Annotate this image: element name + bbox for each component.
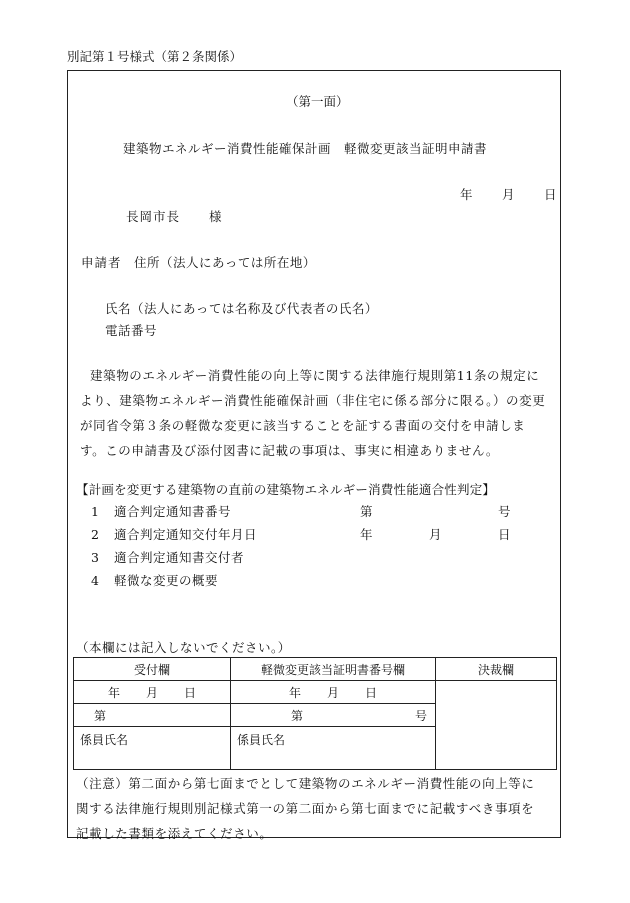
approval-header: 決裁欄	[436, 658, 557, 681]
page-label: （第一面）	[286, 94, 349, 109]
reception-date-cell	[74, 681, 231, 704]
date-year: 年	[288, 685, 301, 700]
item-date-year: 年	[360, 527, 373, 542]
staff-name-label: 係員氏名	[80, 733, 129, 747]
notice-line: 関する法律施行規則別記様式第一の第二面から第七面までに記載すべき事項を	[76, 801, 535, 816]
item-number: 3	[91, 550, 99, 565]
number-prefix: 第	[94, 708, 107, 723]
item-number: 4	[91, 573, 99, 588]
declaration-paragraph	[80, 363, 558, 463]
approval-cell	[436, 681, 557, 770]
applicant-name-label: 氏名（法人にあっては名称及び代表者の氏名）	[105, 301, 378, 316]
declaration-line: 建築物のエネルギー消費性能の向上等に関する法律施行規則第11条の規定に	[90, 368, 540, 383]
form-title: 建築物エネルギー消費性能確保計画 軽微変更該当証明申請書	[123, 141, 488, 156]
addressee: 長岡市長	[126, 209, 181, 224]
date-month: 月	[326, 685, 339, 700]
item-label: 適合判定通知交付年月日	[114, 527, 258, 542]
item-value-suffix: 号	[498, 504, 511, 519]
item-label: 軽微な変更の概要	[114, 573, 219, 588]
office-use-note: （本欄には記入しないでください。）	[76, 640, 291, 655]
reception-staff-cell	[74, 727, 231, 770]
section-heading: 【計画を変更する建築物の直前の建築物エネルギー消費性能適合性判定】	[76, 482, 496, 497]
reception-number-cell	[74, 704, 231, 727]
number-suffix: 号	[414, 708, 427, 723]
item-label: 適合判定通知書交付者	[114, 550, 245, 565]
notice-line: （注意）第二面から第七面までとして建築物のエネルギー消費性能の向上等に	[76, 776, 535, 791]
applicant-phone-label: 電話番号	[105, 323, 158, 338]
declaration-line: が同省令第３条の軽微な変更に該当することを証する書面の交付を申請しま	[80, 418, 526, 433]
item-number: 2	[91, 527, 99, 542]
notice-line: 記載した書類を添えてください。	[76, 826, 273, 841]
certificate-date-cell	[231, 681, 436, 704]
item-value-prefix: 第	[360, 504, 373, 519]
date-month: 月	[145, 685, 158, 700]
certificate-number-header: 軽微変更該当証明書番号欄	[231, 658, 436, 681]
item-number: 1	[91, 504, 99, 519]
form-header: 別記第１号様式（第２条関係）	[67, 49, 243, 64]
date-year: 年	[107, 685, 120, 700]
table-row	[74, 658, 557, 681]
declaration-line: より、建築物エネルギー消費性能確保計画（非住宅に係る部分に限る。）の変更	[80, 393, 546, 408]
item-label: 適合判定通知書番号	[114, 504, 232, 519]
table-row	[74, 681, 557, 704]
applicant-address-label: 住所（法人にあっては所在地）	[134, 255, 316, 270]
date-day: 日	[544, 187, 557, 202]
staff-name-label: 係員氏名	[237, 733, 286, 747]
office-use-table	[73, 657, 557, 770]
declaration-line: す。この申請書及び添付図書に記載の事項は、事実に相違ありません。	[80, 443, 499, 458]
addressee-honorific: 様	[209, 209, 222, 224]
item-date-month: 月	[429, 527, 442, 542]
reception-header: 受付欄	[74, 658, 231, 681]
number-prefix: 第	[291, 708, 304, 723]
applicant-label: 申請者	[81, 255, 122, 270]
date-month: 月	[502, 187, 515, 202]
certificate-number-cell	[231, 704, 436, 727]
date-day: 日	[365, 685, 378, 700]
notice-paragraph	[76, 771, 558, 846]
date-day: 日	[184, 685, 197, 700]
certificate-staff-cell	[231, 727, 436, 770]
date-year: 年	[460, 187, 473, 202]
item-date-day: 日	[498, 527, 511, 542]
